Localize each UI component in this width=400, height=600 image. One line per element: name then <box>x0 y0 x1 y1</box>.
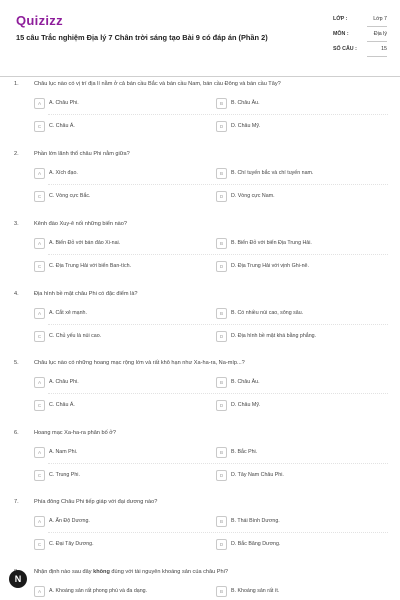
question-number: 1. <box>14 81 19 87</box>
question-text: Kênh đào Xuy-ê nối những biển nào? <box>34 221 128 227</box>
option-divider <box>48 114 388 115</box>
option-text: D. Châu Mỹ. <box>231 123 261 129</box>
option-text: D. Bắc Băng Dương. <box>231 541 281 547</box>
question-5 <box>0 360 400 424</box>
option-text: A. Biển Đỏ với bán đảo Xi-nai. <box>49 240 121 246</box>
question-number: 3. <box>14 221 19 227</box>
worksheet-title: 15 câu Trắc nghiệm Địa lý 7 Chân trời sáng tạo Bài 9 có đáp án (Phần 2) <box>16 33 268 42</box>
meta-underline <box>367 56 387 57</box>
question-3 <box>0 221 400 285</box>
floating-n-button[interactable]: N <box>9 570 27 588</box>
option-letter-box: D <box>216 121 227 132</box>
option-letter-box: C <box>34 191 45 202</box>
option-text: B. Bắc Phi. <box>231 449 258 455</box>
option-text: B. Chí tuyến bắc và chí tuyến nam. <box>231 170 314 176</box>
question-7 <box>0 499 400 563</box>
question-text: Châu lục nào có những hoang mạc rộng lớn và rất khô hạn như Xa-ha-ra, Na-míp...? <box>34 360 245 366</box>
meta-question-count <box>333 43 387 57</box>
option-letter-box: B <box>216 377 227 388</box>
option-text: D. Địa hình bề mặt khá bằng phẳng. <box>231 333 317 339</box>
option-text: C. Đại Tây Dương. <box>49 541 94 547</box>
option-letter-box: D <box>216 470 227 481</box>
question-number: 2. <box>14 151 19 157</box>
meta-label: SỐ CÂU : <box>333 46 357 52</box>
option-text: C. Chủ yếu là núi cao. <box>49 333 102 339</box>
option-text: B. Thái Bình Dương. <box>231 518 280 524</box>
option-letter-box: D <box>216 539 227 550</box>
option-text: D. Tây Nam Châu Phi. <box>231 472 284 478</box>
option-text: A. Xích đạo. <box>49 170 78 176</box>
option-letter-box: C <box>34 261 45 272</box>
option-divider <box>48 324 388 325</box>
question-2 <box>0 151 400 215</box>
question-number: 5. <box>14 360 19 366</box>
option-text: A. Cắt xẻ mạnh. <box>49 310 87 316</box>
option-letter-box: D <box>216 331 227 342</box>
option-text: D. Châu Mỹ. <box>231 402 261 408</box>
question-6 <box>0 430 400 494</box>
option-letter-box: A <box>34 238 45 249</box>
option-divider <box>48 393 388 394</box>
option-text: B. Châu Âu. <box>231 379 260 385</box>
option-letter-box: C <box>34 331 45 342</box>
option-letter-box: A <box>34 586 45 597</box>
quizizz-logo: Quizizz <box>16 13 63 28</box>
question-1 <box>0 81 400 145</box>
emphasis-text: không <box>93 569 110 575</box>
worksheet-header <box>0 0 400 77</box>
question-text: Phía đông Châu Phi tiếp giáp với đại dương nào? <box>34 499 158 505</box>
question-number: 7. <box>14 499 19 505</box>
option-text: B. Biển Đỏ với biển Địa Trung Hải. <box>231 240 312 246</box>
option-letter-box: B <box>216 308 227 319</box>
meta-label: LỚP : <box>333 16 348 22</box>
option-letter-box: A <box>34 516 45 527</box>
option-text: C. Địa Trung Hải với biển Ban-tích. <box>49 263 132 269</box>
question-text: Phần lớn lãnh thổ châu Phi nằm giữa? <box>34 151 130 157</box>
question-text: Địa hình bề mặt châu Phi có đặc điểm là? <box>34 291 138 297</box>
meta-underline <box>367 41 387 42</box>
option-letter-box: D <box>216 191 227 202</box>
option-letter-box: B <box>216 516 227 527</box>
option-text: C. Châu Á. <box>49 123 75 129</box>
option-letter-box: C <box>34 539 45 550</box>
option-divider <box>48 532 388 533</box>
meta-label: MÔN : <box>333 31 349 37</box>
option-text: D. Địa Trung Hải với vịnh Ghi-nê. <box>231 263 309 269</box>
option-text: D. Vòng cực Nam. <box>231 193 275 199</box>
option-divider <box>48 184 388 185</box>
option-letter-box: D <box>216 400 227 411</box>
meta-grade <box>333 13 387 27</box>
option-text: C. Châu Á. <box>49 402 75 408</box>
option-text: B. Có nhiều núi cao, sông sâu. <box>231 310 304 316</box>
meta-subject <box>333 28 387 42</box>
option-text: A. Ấn Độ Dương. <box>49 518 90 524</box>
option-text: A. Khoáng sản rất phong phú và đa dạng. <box>49 588 148 594</box>
question-number: 4. <box>14 291 19 297</box>
option-letter-box: A <box>34 168 45 179</box>
meta-underline <box>367 26 387 27</box>
question-8 <box>0 569 400 600</box>
option-letter-box: A <box>34 308 45 319</box>
option-divider <box>48 463 388 464</box>
option-text: A. Châu Phi. <box>49 379 79 385</box>
option-letter-box: C <box>34 470 45 481</box>
option-text: A. Nam Phi. <box>49 449 78 455</box>
option-letter-box: A <box>34 98 45 109</box>
option-letter-box: A <box>34 447 45 458</box>
option-divider <box>48 254 388 255</box>
option-text: B. Khoáng sản rất ít. <box>231 588 280 594</box>
question-text: Châu lục nào có vị trí địa lí nằm ở cả bán cầu Bắc và bán cầu Nam, bán cầu Đông và bán cầu Tây? <box>34 81 281 87</box>
meta-value: 15 <box>381 46 387 52</box>
option-letter-box: B <box>216 98 227 109</box>
meta-value: Địa lý <box>373 31 387 37</box>
option-text: C. Trung Phi. <box>49 472 80 478</box>
option-text: B. Châu Âu. <box>231 100 260 106</box>
option-text: A. Châu Phi. <box>49 100 79 106</box>
option-letter-box: A <box>34 377 45 388</box>
question-text: Nhận định nào sau đây không đúng với tài nguyên khoáng sản của châu Phi? <box>34 569 228 575</box>
option-text: C. Vòng cực Bắc. <box>49 193 91 199</box>
option-letter-box: B <box>216 168 227 179</box>
option-letter-box: C <box>34 400 45 411</box>
option-letter-box: B <box>216 586 227 597</box>
question-text: Hoang mạc Xa-ha-ra phân bố ở? <box>34 430 117 436</box>
option-letter-box: B <box>216 238 227 249</box>
option-letter-box: C <box>34 121 45 132</box>
meta-value: Lớp 7 <box>373 16 387 22</box>
option-letter-box: B <box>216 447 227 458</box>
question-4 <box>0 291 400 355</box>
option-letter-box: D <box>216 261 227 272</box>
question-number: 6. <box>14 430 19 436</box>
